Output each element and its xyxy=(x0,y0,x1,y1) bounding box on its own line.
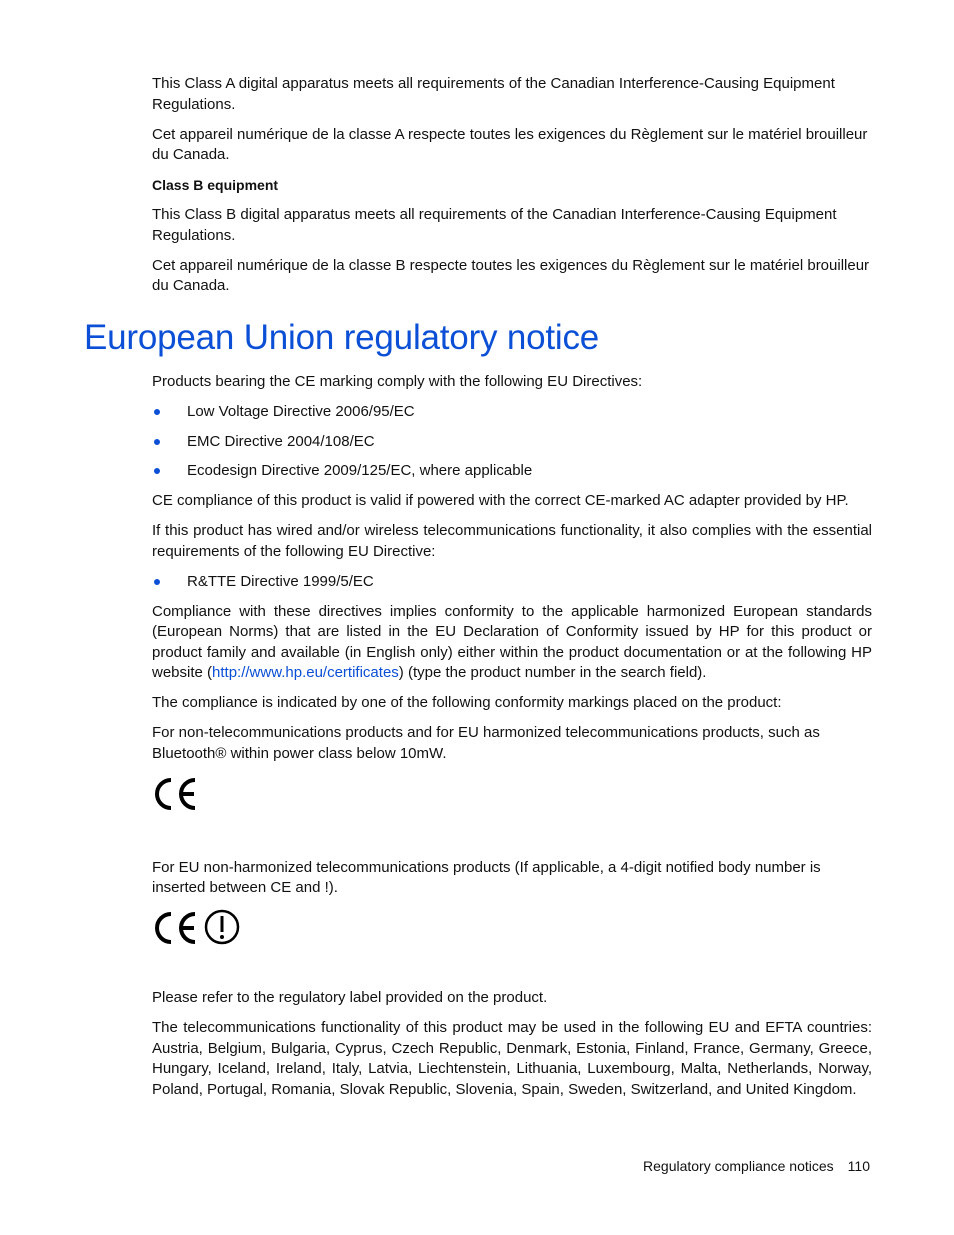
non-telecom-paragraph: For non-telecommunications products and for EU harmonized telecommunications products, such as Bluetooth® within power class below 10mW. xyxy=(152,724,820,762)
ce-alert-mark-icon xyxy=(152,908,244,948)
page-footer xyxy=(643,1158,870,1174)
class-b-subheading: Class B equipment xyxy=(152,177,279,193)
bullet-icon xyxy=(154,468,160,474)
bullet-icon xyxy=(154,439,160,445)
compliance-text-pre: Compliance with these directives implies conformity to the applicable harmonized European standards (European Norms) that are listed in the EU Declaration of Conformity issued by HP for this product or product family and available (in English only) either within the product documentation or at the following HP website ( xyxy=(152,602,872,681)
eu-directives-list xyxy=(152,402,872,482)
list-item xyxy=(152,432,872,453)
ce-validity-paragraph: CE compliance of this product is valid if powered with the correct CE-marked AC adapter provided by HP. xyxy=(152,492,849,509)
page-title: European Union regulatory notice xyxy=(84,318,600,357)
refer-label-paragraph: Please refer to the regulatory label provided on the product. xyxy=(152,989,548,1006)
class-b-english-paragraph: This Class B digital apparatus meets all requirements of the Canadian Interference-Causing Equipment Regulations. xyxy=(152,206,837,244)
countries-paragraph: The telecommunications functionality of this product may be used in the following EU and EFTA countries: Austria, Belgium, Bulgaria, Cyprus, Czech Republic, Denmark, Estonia, Finland, France, Germany, Greece, Hungary, Iceland, Ireland, Italy, Latvia, Liechtenstein, Lithuania, Luxembourg, Malta, Netherlands, Norway, Poland, Portugal, Romania, Slovak Republic, Slovenia, Spain, Sweden, Switzerland, and United Kingdom. xyxy=(152,1019,872,1098)
non-harmonized-paragraph: For EU non-harmonized telecommunications products (If applicable, a 4-digit notified body number is inserted between CE and !). xyxy=(152,858,821,896)
list-item-label: R&TTE Directive 1999/5/EC xyxy=(187,572,374,590)
list-item xyxy=(152,461,872,482)
list-item-label: Low Voltage Directive 2006/95/EC xyxy=(187,403,415,420)
ce-mark-icon xyxy=(152,774,202,814)
bullet-icon xyxy=(154,409,160,415)
eu-intro-paragraph: Products bearing the CE marking comply with the following EU Directives: xyxy=(152,373,643,390)
page-number: 110 xyxy=(847,1158,870,1174)
compliance-text-post: ) (type the product number in the search field). xyxy=(398,664,707,681)
list-item xyxy=(152,402,872,423)
list-item-label: EMC Directive 2004/108/EC xyxy=(187,432,375,450)
markings-intro-paragraph: The compliance is indicated by one of the following conformity markings placed on the product: xyxy=(152,694,782,711)
certificates-link[interactable]: http://www.hp.eu/certificates xyxy=(212,664,399,681)
telecom-directives-list xyxy=(152,572,872,593)
bullet-icon xyxy=(154,579,160,585)
class-a-french-paragraph: Cet appareil numérique de la classe A respecte toutes les exigences du Règlement sur le matériel brouilleur du Canada. xyxy=(152,125,868,163)
eu-notice-body xyxy=(152,372,872,1110)
class-b-french-paragraph: Cet appareil numérique de la classe B respecte toutes les exigences du Règlement sur le matériel brouilleur du Canada. xyxy=(152,256,870,294)
canadian-notice-block xyxy=(152,74,872,306)
list-item-label: Ecodesign Directive 2009/125/EC, where applicable xyxy=(187,462,533,479)
footer-label: Regulatory compliance notices xyxy=(643,1158,834,1174)
class-a-english-paragraph: This Class A digital apparatus meets all requirements of the Canadian Interference-Causing Equipment Regulations. xyxy=(152,75,835,113)
list-item xyxy=(152,572,872,593)
compliance-paragraph xyxy=(152,602,872,684)
telecom-intro-paragraph: If this product has wired and/or wireless telecommunications functionality, it also complies with the essential requirements of the following EU Directive: xyxy=(152,522,872,560)
